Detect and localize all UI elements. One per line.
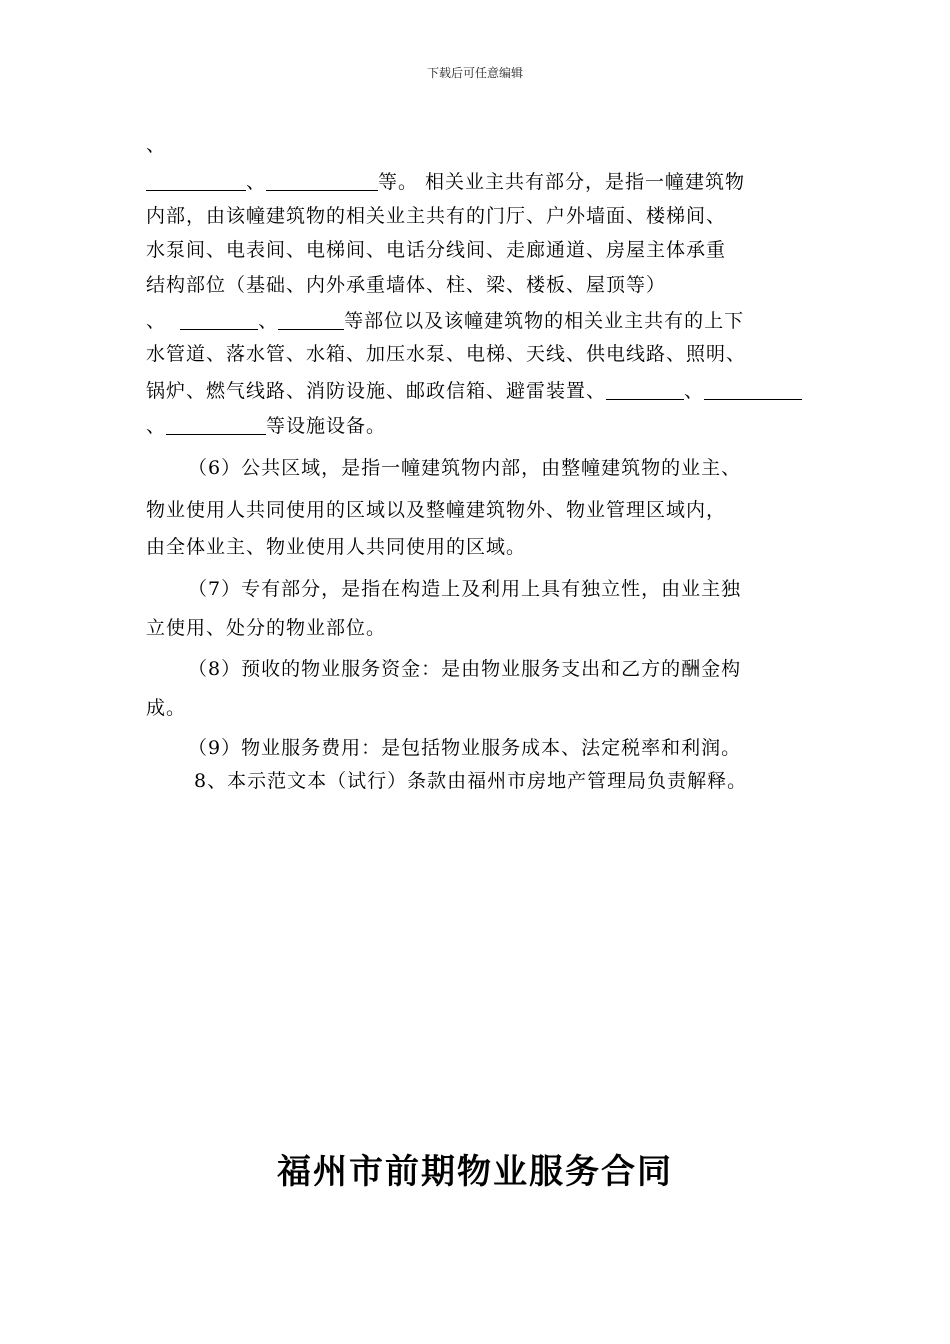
text-line-3: 内部，由该幢建筑物的相关业主共有的门厅、户外墙面、楼梯间、 <box>146 205 727 227</box>
blank-field <box>278 311 344 330</box>
blank-field <box>704 381 802 400</box>
paragraph-9-line-1: （9）物业服务费用：是包括物业服务成本、法定税率和利润。 <box>188 737 742 759</box>
paragraph-6-line-3: 由全体业主、物业使用人共同使用的区域。 <box>146 536 527 558</box>
page-header-note: 下载后可任意编辑 <box>426 66 523 80</box>
blank-field <box>180 311 258 330</box>
paragraph-6-line-1: （6）公共区域，是指一幢建筑物内部，由整幢建筑物的业主、 <box>188 457 742 479</box>
text-line-7: 水管道、落水管、水箱、加压水泵、电梯、天线、供电线路、照明、 <box>146 343 747 365</box>
paragraph-8-line-2: 成。 <box>146 697 187 719</box>
separator: 、 <box>146 310 167 332</box>
text-line-9 <box>146 416 386 436</box>
paragraph-8-line-1: （8）预收的物业服务资金：是由物业服务支出和乙方的酬金构 <box>188 658 742 680</box>
document-title: 福州市前期物业服务合同 <box>277 1152 673 1192</box>
text-line-1: 、 <box>146 134 167 156</box>
paragraph-10-line: 8、本示范文本（试行）条款由福州市房地产管理局负责解释。 <box>194 770 748 792</box>
blank-field <box>146 172 246 191</box>
separator: 、 <box>146 415 167 437</box>
text-segment: 锅炉、燃气线路、消防设施、邮政信箱、避雷装置、 <box>146 380 607 402</box>
blank-field <box>606 381 684 400</box>
blank-field <box>166 416 266 435</box>
text-line-8 <box>146 381 802 401</box>
text-segment: 等部位以及该幢建筑物的相关业主共有的上下 <box>344 310 745 332</box>
paragraph-6-line-2: 物业使用人共同使用的区域以及整幢建筑物外、物业管理区域内， <box>146 499 727 521</box>
text-segment: 等。 相关业主共有部分，是指一幢建筑物 <box>378 171 746 193</box>
separator: 、 <box>258 310 279 332</box>
text-line-2 <box>146 172 745 192</box>
text-line-6 <box>146 311 744 331</box>
text-line-4: 水泵间、电表间、电梯间、电话分线间、走廊通道、房屋主体承重 <box>146 239 727 261</box>
separator: 、 <box>684 380 705 402</box>
text-line-5: 结构部位（基础、内外承重墙体、柱、梁、楼板、屋顶等） <box>146 274 667 296</box>
separator: 、 <box>246 171 267 193</box>
text-segment: 等设施设备。 <box>266 415 387 437</box>
paragraph-7-line-1: （7）专有部分，是指在构造上及利用上具有独立性，由业主独 <box>188 578 742 600</box>
blank-field <box>266 172 378 191</box>
paragraph-7-line-2: 立使用、处分的物业部位。 <box>146 617 387 639</box>
